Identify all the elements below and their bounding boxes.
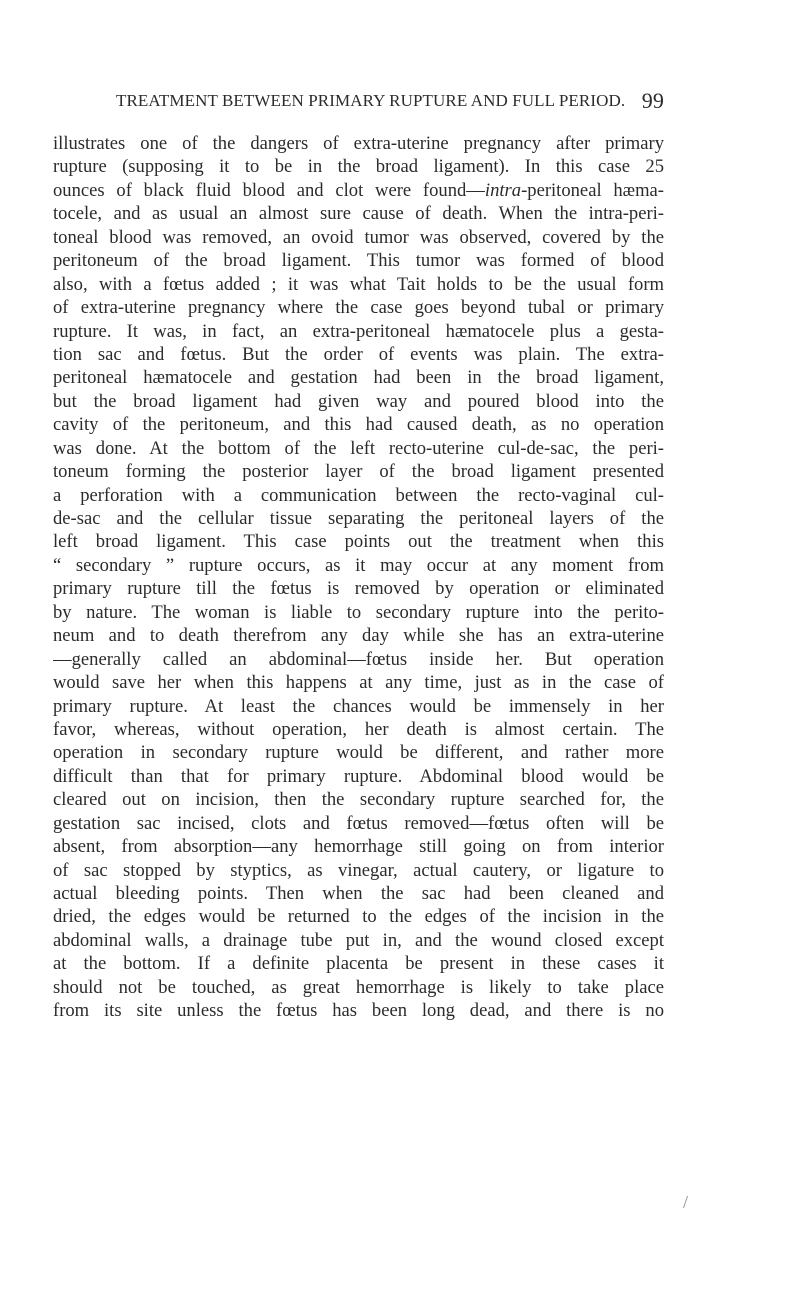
- text-line: but the broad ligament had given way and poured blood into the: [53, 390, 664, 412]
- text-line: tion sac and fœtus. But the order of events was plain. The extra-: [53, 343, 664, 365]
- text-line: at the bottom. If a definite placenta be present in these cases it: [53, 953, 664, 975]
- text-line: dried, the edges would be returned to the edges of the incision in the: [53, 906, 664, 928]
- text-line: tocele, and as usual an almost sure cause of death. When the intra-peri-: [53, 203, 664, 225]
- text-line: by nature. The woman is liable to secondary rupture into the perito-: [53, 601, 664, 623]
- text-line-end: -peritoneal hæma-: [521, 179, 664, 201]
- stray-pen-mark: /: [683, 1192, 689, 1212]
- text-line: of extra-uterine pregnancy where the case goes beyond tubal or primary: [53, 297, 664, 319]
- text-line: would save her when this happens at any time, just as in the case of: [53, 672, 664, 694]
- text-line: toneum forming the posterior layer of the broad ligament presented: [53, 461, 664, 483]
- text-line: from its site unless the fœtus has been long dead, and there is no: [53, 1000, 664, 1022]
- text-line: difficult than that for primary rupture. Abdominal blood would be: [53, 765, 664, 787]
- text-line: peritoneum of the broad ligament. This tumor was formed of blood: [53, 250, 664, 272]
- text-line: abdominal walls, a drainage tube put in, and the wound closed except: [53, 929, 664, 951]
- text-line: actual bleeding points. Then when the sac had been cleaned and: [53, 883, 664, 904]
- text-line: gestation sac incised, clots and fœtus removed—fœtus often will be: [53, 812, 664, 834]
- text-line-start: ounces of black fluid blood and clot were found—: [53, 179, 485, 201]
- running-head-title: TREATMENT BETWEEN PRIMARY RUPTURE AND FULL PERIOD.: [116, 91, 626, 110]
- text-line: peritoneal hæmatocele and gestation had been in the broad ligament,: [53, 367, 664, 389]
- text-line: of sac stopped by styptics, as vinegar, actual cautery, or ligature to: [53, 859, 664, 881]
- text-line: absent, from absorption—any hemorrhage still going on from interior: [53, 836, 664, 858]
- text-line: cleared out on incision, then the secondary rupture searched for, the: [53, 789, 664, 811]
- text-line: should not be touched, as great hemorrhage is likely to take place: [53, 976, 664, 998]
- body-text: [53, 132, 664, 1023]
- text-line: neum and to death therefrom any day while she has an extra-uterine: [53, 625, 664, 647]
- text-line: “ secondary ” rupture occurs, as it may occur at any moment from: [53, 554, 664, 576]
- text-line: primary rupture till the fœtus is removed by operation or eliminated: [53, 578, 664, 600]
- text-line: favor, whereas, without operation, her death is almost certain. The: [53, 718, 664, 740]
- text-line: —generally called an abdominal—fœtus inside her. But operation: [53, 648, 664, 670]
- italic-word: intra: [484, 179, 522, 201]
- text-line: a perforation with a communication between the recto-vaginal cul-: [53, 484, 664, 506]
- running-head: [116, 88, 664, 115]
- text-line: illustrates one of the dangers of extra-uterine pregnancy after primary: [53, 133, 664, 154]
- text-line: primary rupture. At least the chances would be immensely in her: [53, 695, 664, 717]
- text-line: rupture. It was, in fact, an extra-peritoneal hæmatocele plus a gesta-: [53, 320, 664, 342]
- text-line: de-sac and the cellular tissue separating the peritoneal layers of the: [53, 508, 664, 529]
- text-line: [53, 179, 664, 202]
- text-line: left broad ligament. This case points out the treatment when this: [53, 531, 664, 553]
- text-line: also, with a fœtus added ; it was what Tait holds to be the usual form: [53, 273, 664, 295]
- text-line: was done. At the bottom of the left recto-uterine cul-de-sac, the peri-: [53, 437, 664, 459]
- page-number: 99: [641, 88, 664, 113]
- text-line: operation in secondary rupture would be different, and rather more: [53, 742, 664, 764]
- text-line: rupture (supposing it to be in the broad ligament). In this case 25: [53, 156, 664, 178]
- text-line: cavity of the peritoneum, and this had caused death, as no operation: [53, 414, 664, 436]
- text-line: toneal blood was removed, an ovoid tumor was observed, covered by the: [53, 226, 664, 248]
